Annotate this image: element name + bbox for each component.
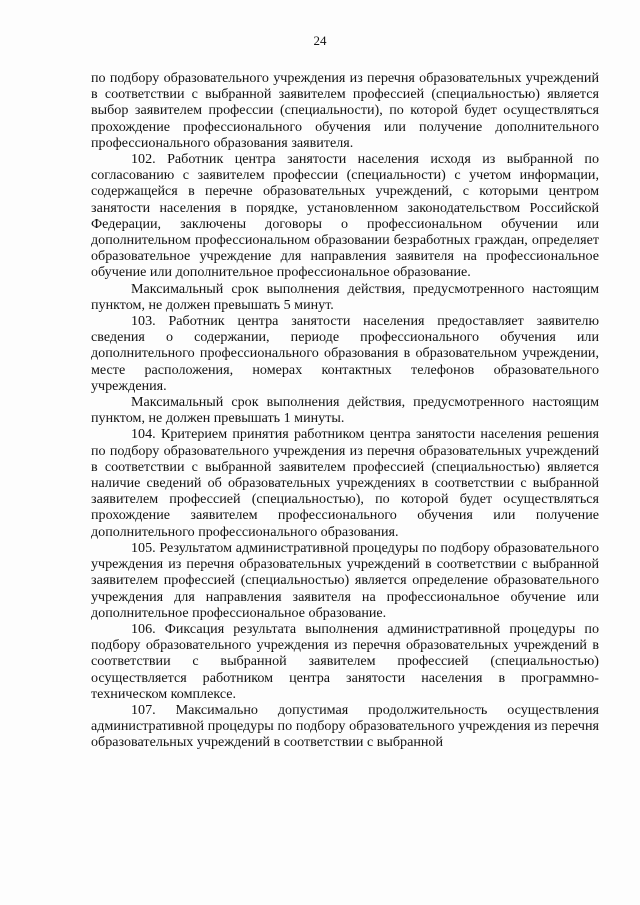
paragraph-103-max-time: Максимальный срок выполнения действия, предусмотренного настоящим пунктом, не должен превышать 1 минуты. <box>91 394 599 427</box>
paragraph-continuation: по подбору образовательного учреждения из перечня образовательных учреждений в соответствии с выбранной заявителем профессией (специальностью) является выбор заявителем профессии (специальности), по которой будет осуществляться прохождение профессионального обучения или получение дополнительного профессионального образования заявителя. <box>91 70 599 151</box>
paragraph-102: 102. Работник центра занятости населения исходя из выбранной по согласованию с заявителем профессии (специальности) с учетом информации, содержащейся в перечне образовательных учреждений, с которыми центром занятости населения в порядке, установленном законодательством Российской Федерации, заключены договоры о профессиональном обучении или дополнительном профессиональном образовании безработных граждан, определяет образовательное учреждение для направления заявителя на профессиональное обучение или дополнительное профессиональное образование. <box>91 151 599 281</box>
page-number: 24 <box>313 33 327 48</box>
paragraph-104: 104. Критерием принятия работником центра занятости населения решения по подбору образовательного учреждения из перечня образовательных учреждений в соответствии с выбранной заявителем профессией (специальностью) является наличие сведений об образовательных учреждениях в соответствии с выбранной заявителем профессией (специальностью), по которой будет осуществляться прохождение заявителем профессионального обучения или получение дополнительного профессионального образования. <box>91 426 599 540</box>
document-body <box>91 70 599 751</box>
paragraph-107: 107. Максимально допустимая продолжительность осуществления административной процедуры по подбору образовательного учреждения из перечня образовательных учреждений в соответствии с выбранной <box>91 701 599 751</box>
paragraph-103: 103. Работник центра занятости населения предоставляет заявителю сведения о содержании, периоде профессионального обучения или дополнительного профессионального образования в образовательном учреждении, месте расположения, номерах контактных телефонов образовательного учреждения. <box>91 313 599 394</box>
paragraph-106: 106. Фиксация результата выполнения административной процедуры по подбору образовательного учреждения из перечня образовательных учреждений в соответствии с выбранной заявителем профессией (специальностью) осуществляется работником центра занятости населения в программно-техническом комплексе. <box>91 620 599 702</box>
paragraph-102-max-time: Максимальный срок выполнения действия, предусмотренного настоящим пунктом, не должен превышать 5 минут. <box>91 280 599 313</box>
paragraph-105: 105. Результатом административной процедуры по подбору образовательного учреждения из перечня образовательных учреждений в соответствии с выбранной заявителем профессией (специальностью) является определение образовательного учреждения для направления заявителя на профессиональное обучение или дополнительное профессиональное образование. <box>91 539 599 621</box>
